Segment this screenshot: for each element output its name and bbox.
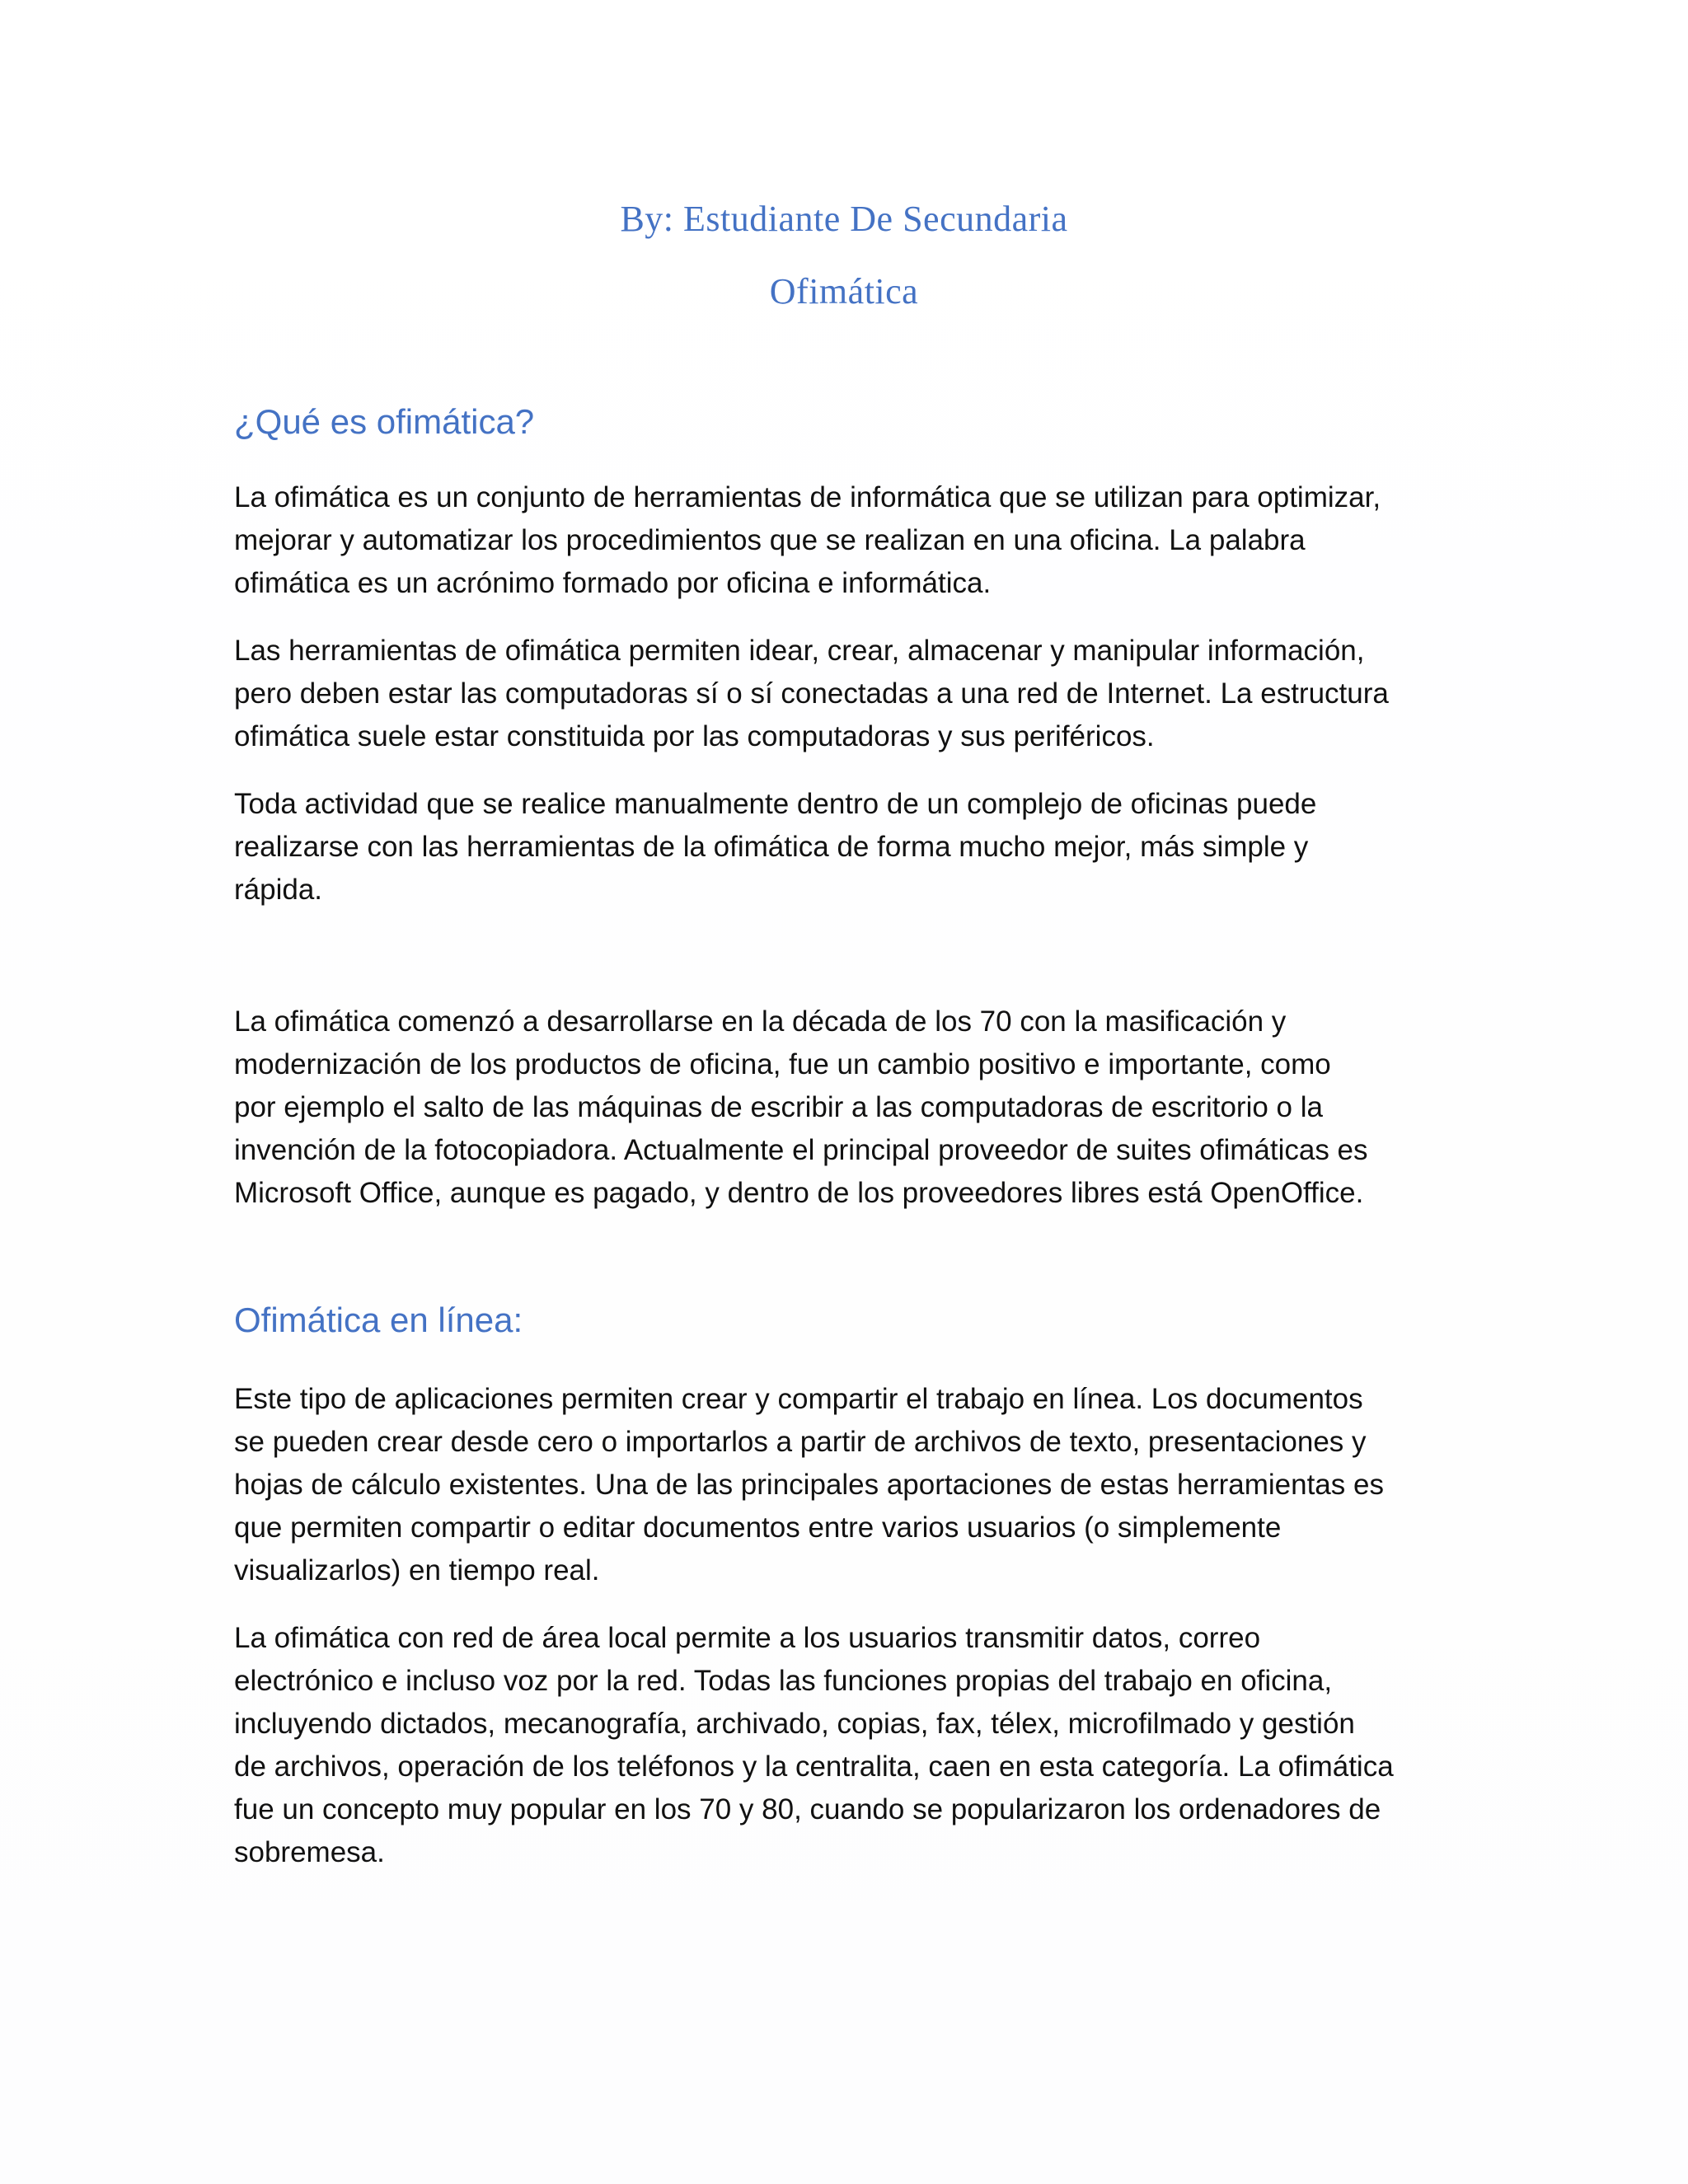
text-line: ofimática suele estar constituida por las computadoras y sus periféricos. bbox=[234, 720, 1155, 752]
text-line: ofimática es un acrónimo formado por oficina e informática. bbox=[234, 567, 992, 599]
paragraph-3 bbox=[234, 783, 1454, 912]
section-heading-que-es: ¿Qué es ofimática? bbox=[234, 402, 535, 441]
document-title: Ofimática bbox=[769, 271, 919, 312]
text-line: fue un concepto muy popular en los 70 y 80, cuando se popularizaron los ordenadores de bbox=[234, 1793, 1381, 1825]
title-block bbox=[0, 183, 1688, 328]
text-line: se pueden crear desde cero o importarlos a partir de archivos de texto, presentaciones y bbox=[234, 1426, 1367, 1458]
text-line: Este tipo de aplicaciones permiten crear y compartir el trabajo en línea. Los documentos bbox=[234, 1383, 1363, 1415]
paragraph-2 bbox=[234, 630, 1454, 758]
paragraph-6 bbox=[234, 1617, 1454, 1874]
text-line: La ofimática comenzó a desarrollarse en la década de los 70 con la masificación y bbox=[234, 1005, 1287, 1038]
text-line: invención de la fotocopiadora. Actualmente el principal proveedor de suites ofimáticas es bbox=[234, 1134, 1368, 1166]
text-line: Las herramientas de ofimática permiten idear, crear, almacenar y manipular información, bbox=[234, 635, 1365, 667]
text-line: que permiten compartir o editar documentos entre varios usuarios (o simplemente bbox=[234, 1511, 1282, 1544]
text-line: modernización de los productos de oficina, fue un cambio positivo e importante, como bbox=[234, 1048, 1331, 1080]
text-line: de archivos, operación de los teléfonos y la centralita, caen en esta categoría. La ofimática bbox=[234, 1750, 1394, 1783]
text-line: Toda actividad que se realice manualmente dentro de un complejo de oficinas puede bbox=[234, 788, 1317, 820]
text-line: por ejemplo el salto de las máquinas de escribir a las computadoras de escritorio o la bbox=[234, 1091, 1323, 1123]
text-line: Microsoft Office, aunque es pagado, y dentro de los proveedores libres está OpenOffice. bbox=[234, 1177, 1364, 1209]
text-line: pero deben estar las computadoras sí o sí conectadas a una red de Internet. La estructura bbox=[234, 677, 1389, 710]
author-line: By: Estudiante De Secundaria bbox=[620, 199, 1068, 239]
section-heading-en-linea: Ofimática en línea: bbox=[234, 1301, 523, 1339]
paragraph-5 bbox=[234, 1378, 1454, 1592]
paragraph-4 bbox=[234, 1001, 1454, 1215]
text-line: electrónico e incluso voz por la red. Todas las funciones propias del trabajo en oficina, bbox=[234, 1665, 1333, 1697]
text-line: La ofimática con red de área local permite a los usuarios transmitir datos, correo bbox=[234, 1622, 1261, 1654]
text-line: sobremesa. bbox=[234, 1836, 385, 1868]
text-line: La ofimática es un conjunto de herramientas de informática que se utilizan para optimizar, bbox=[234, 481, 1381, 513]
text-line: mejorar y automatizar los procedimientos que se realizan en una oficina. La palabra bbox=[234, 524, 1306, 556]
paragraph-1 bbox=[234, 476, 1454, 605]
text-line: realizarse con las herramientas de la ofimática de forma mucho mejor, más simple y bbox=[234, 831, 1309, 863]
text-line: hojas de cálculo existentes. Una de las principales aportaciones de estas herramientas es bbox=[234, 1469, 1384, 1501]
text-line: incluyendo dictados, mecanografía, archivado, copias, fax, télex, microfilmado y gestión bbox=[234, 1708, 1355, 1740]
text-line: rápida. bbox=[234, 874, 323, 906]
text-line: visualizarlos) en tiempo real. bbox=[234, 1554, 600, 1586]
